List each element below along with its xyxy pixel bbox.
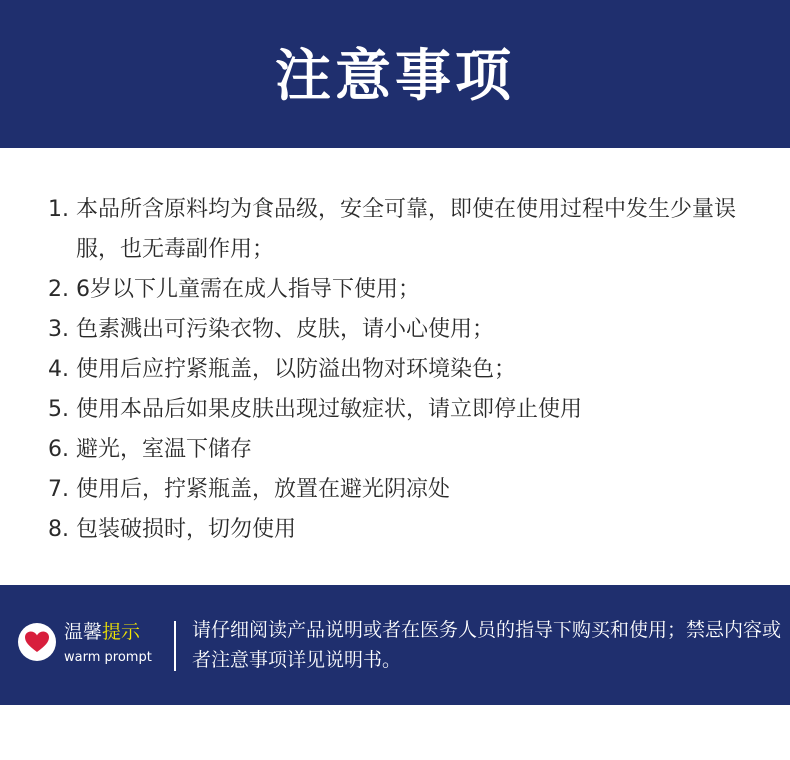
- note-number: 6.: [48, 437, 69, 462]
- note-item: [48, 350, 758, 390]
- note-text: 本品所含原料均为食品级，安全可靠，即使在使用过程中发生少量误服，也无毒副作用；: [76, 197, 737, 262]
- note-item: [48, 390, 758, 430]
- note-number: 4.: [48, 357, 69, 382]
- note-number: 7.: [48, 477, 69, 502]
- warm-prompt-banner: [0, 585, 790, 705]
- prompt-title: [64, 619, 164, 645]
- heart-icon: [18, 623, 56, 661]
- page-title: 注意事项: [275, 44, 515, 109]
- note-text: 包装破损时，切勿使用: [76, 517, 297, 542]
- warm-prompt-message: 请仔细阅读产品说明或者在医务人员的指导下购买和使用；禁忌内容或者注意事项详见说明书。: [192, 619, 782, 671]
- prompt-title-primary: 温馨: [64, 621, 103, 643]
- note-item: [48, 190, 758, 270]
- note-number: 5.: [48, 397, 69, 422]
- warm-prompt-label: [64, 619, 164, 667]
- header-banner: [0, 0, 790, 148]
- note-text: 避光，室温下储存: [76, 437, 253, 462]
- note-item: [48, 270, 758, 310]
- prompt-title-highlight: 提示: [102, 621, 141, 643]
- note-text: 使用本品后如果皮肤出现过敏症状，请立即停止使用: [76, 397, 583, 422]
- note-item: [48, 470, 758, 510]
- vertical-divider: [174, 621, 176, 671]
- note-item: [48, 430, 758, 470]
- note-item: [48, 510, 758, 550]
- note-number: 2.: [48, 277, 69, 302]
- note-item: [48, 310, 758, 350]
- note-number: 8.: [48, 517, 69, 542]
- prompt-subtitle: warm prompt: [64, 650, 152, 665]
- note-text: 色素溅出可污染衣物、皮肤，请小心使用；: [76, 317, 495, 342]
- note-number: 3.: [48, 317, 69, 342]
- note-text: 使用后应拧紧瓶盖，以防溢出物对环境染色；: [76, 357, 517, 382]
- notes-list: [48, 190, 758, 550]
- note-text: 6岁以下儿童需在成人指导下使用；: [76, 277, 420, 302]
- note-number: 1.: [48, 197, 69, 222]
- note-text: 使用后，拧紧瓶盖，放置在避光阴凉处: [76, 477, 451, 502]
